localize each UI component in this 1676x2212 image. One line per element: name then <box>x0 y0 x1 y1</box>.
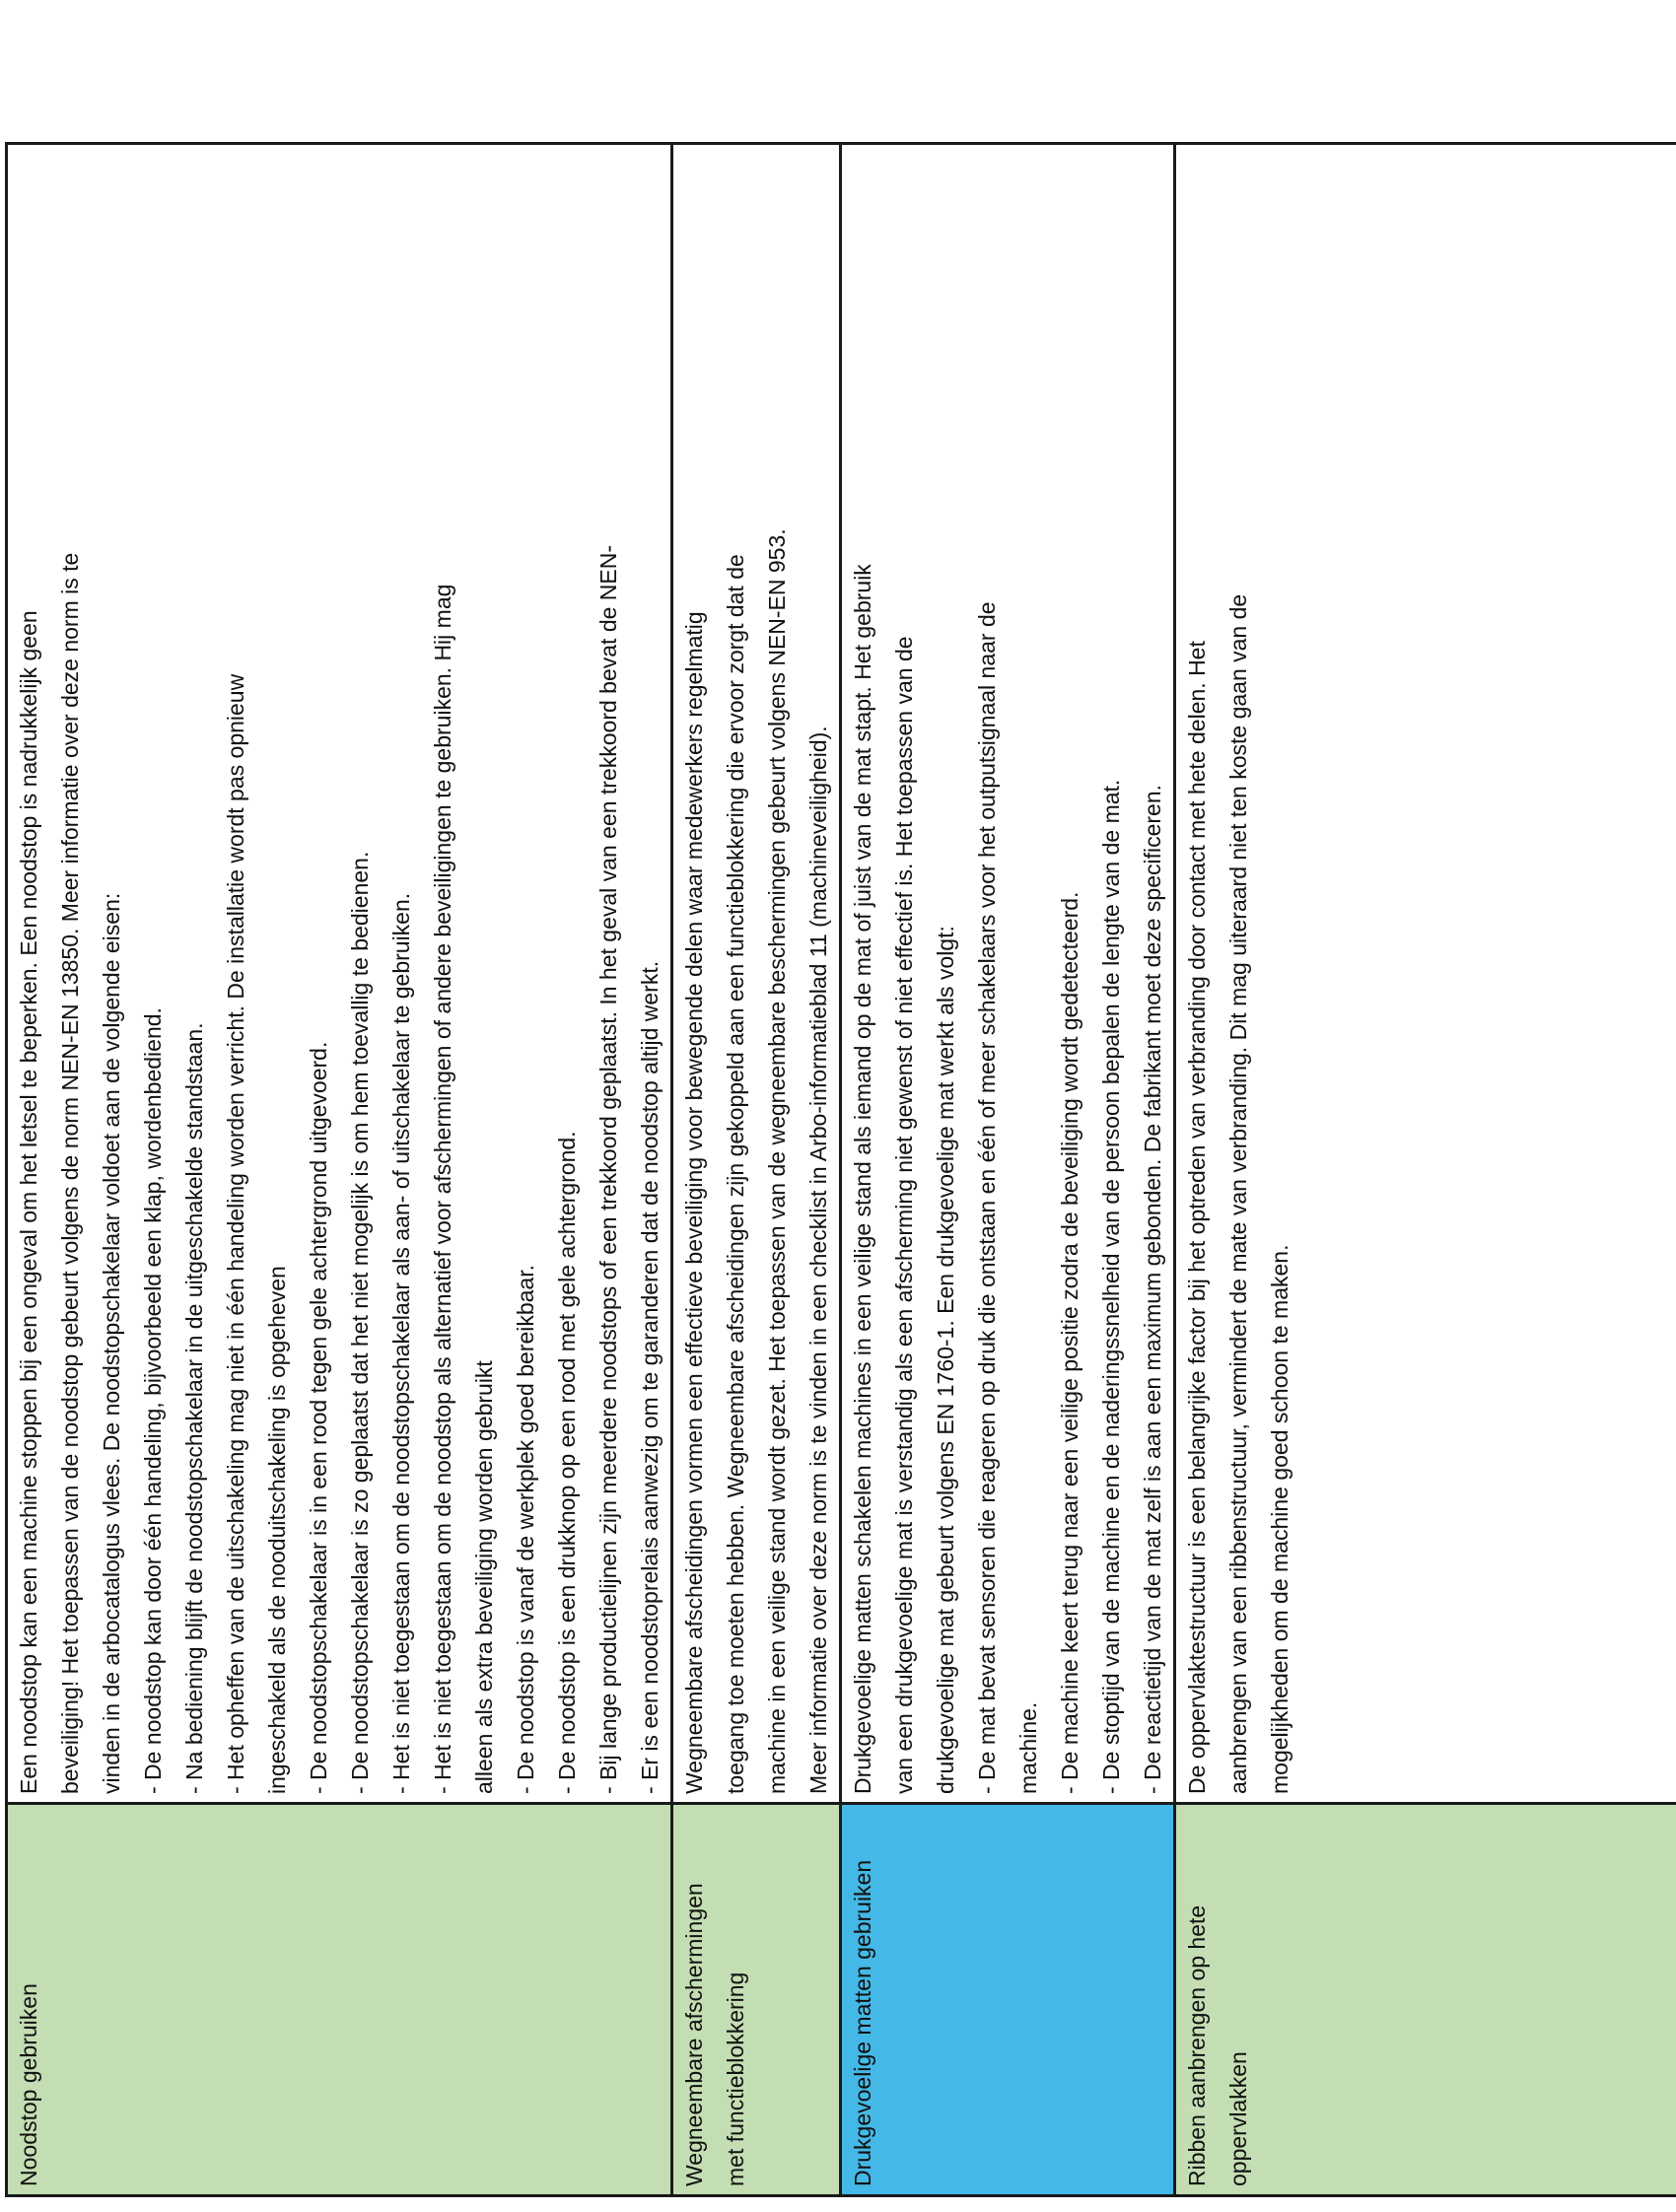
description-line: Drukgevoelige matten schakelen machines in een veilige stand als iemand op de mat of juist van de mat stapt. Het gebruik <box>850 564 875 1794</box>
measure-label-cell <box>841 1804 1175 2196</box>
measure-label-line: Drukgevoelige matten gebruiken <box>850 1859 875 2186</box>
description-line: - De stoptijd van de machine en de naderingssnelheid van de persoon bepalen de lengte van de mat. <box>1098 779 1124 1794</box>
description-line: aanbrengen van een ribbenstructuur, vermindert de mate van verbranding. Dit mag uiteraard niet ten koste gaan van de <box>1225 593 1251 1794</box>
measure-label-line: Noodstop gebruiken <box>16 1983 41 2186</box>
description-line: mogelijkheden om de machine goed schoon te maken. <box>1267 1244 1292 1794</box>
description-line: toegang toe moeten hebben. Wegneembare afscheidingen zijn gekoppeld aan een functieblokkering die ervoor zorgt dat de <box>723 554 748 1794</box>
description-line: - Het opheffen van de uitschakeling mag niet in één handeling worden verricht. De installatie wordt pas opnieuw <box>223 673 248 1794</box>
description-line: ingeschakeld als de nooduitschakeling is opgeheven <box>264 1266 290 1794</box>
measure-label-cell <box>7 1804 672 2196</box>
measure-label-line: met functieblokkering <box>723 1971 748 2186</box>
measure-label-cell <box>672 1804 841 2196</box>
measure-description-cell <box>1175 144 1676 1804</box>
description-line: De oppervlaktestructuur is een belangrijke factor bij het optreden van verbranding door contact met hete delen. Het <box>1184 641 1210 1794</box>
description-line: - De reactietijd van de mat zelf is aan een maximum gebonden. De fabrikant moet deze specificeren. <box>1140 784 1165 1794</box>
measure-description-cell <box>7 144 672 1804</box>
measure-label-line: Wegneembare afschermingen <box>681 1883 707 2186</box>
measures-table <box>5 142 1676 2197</box>
measure-label-cell <box>1175 1804 1676 2196</box>
description-line: vinden in de arbocatalogus vlees. De noodstopschakelaar voldoet aan de volgende eisen: <box>99 892 124 1794</box>
description-line: - Er is een noodstoprelais aanwezig om te garanderen dat de noodstop altijd werkt. <box>637 960 663 1794</box>
description-line: alleen als extra beveiliging worden gebruikt <box>471 1360 497 1794</box>
description-line: Wegneembare afscheidingen vormen een effectieve beveiliging voor bewegende delen waar medewerkers regelmatig <box>681 611 707 1794</box>
table-row <box>7 144 672 2196</box>
table-row <box>841 144 1175 2196</box>
description-line: - Na bediening blijft de noodstopschakelaar in de uitgeschakelde standstaan. <box>181 1022 207 1794</box>
measure-description-cell <box>841 144 1175 1804</box>
description-line: drukgevoelige mat gebeurt volgens EN 1760-1. Een drukgevoelige mat werkt als volgt: <box>933 926 958 1794</box>
description-line: machine in een veilige stand wordt gezet. Het toepassen van de wegneembare beschermingen gebeurt volgens NEN-EN 953. <box>764 528 790 1794</box>
description-line: - De noodstopschakelaar is zo geplaatst dat het niet mogelijk is om hem toevallig te bedienen. <box>347 851 373 1794</box>
description-line: - De mat bevat sensoren die reageren op druk die ontstaan en één of meer schakelaars voor het outputsignaal naar de <box>974 601 1000 1794</box>
measure-label-line: oppervlakken <box>1225 2051 1251 2186</box>
description-line: beveiliging! Het toepassen van de noodstop gebeurt volgens de norm NEN-EN 13850. Meer informatie over deze norm is te <box>57 552 83 1794</box>
description-line: - De noodstop kan door één handeling, bijvoorbeeld een klap, wordenbediend. <box>140 1007 166 1794</box>
table-row <box>1175 144 1676 2196</box>
description-line: machine. <box>1015 1701 1041 1794</box>
description-line: - Het is niet toegestaan om de noodstopschakelaar als aan- of uitschakelaar te gebruiken. <box>388 892 414 1794</box>
measure-label-line: Ribben aanbrengen op hete <box>1184 1904 1210 2186</box>
description-line: Meer informatie over deze norm is te vinden in een checklist in Arbo-informatieblad 11 (machineveiligheid). <box>805 726 831 1794</box>
description-line: - De noodstop is vanaf de werkplek goed bereikbaar. <box>513 1265 538 1794</box>
description-line: - Het is niet toegestaan om de noodstop als alternatief voor afschermingen of andere beveiligingen te gebruiken. Hij mag <box>430 584 455 1794</box>
description-line: Een noodstop kan een machine stoppen bij een ongeval om het letsel te beperken. Een noodstop is nadrukkelijk geen <box>16 610 41 1794</box>
description-line: van een drukgevoelige mat is verstandig als een afscherming niet gewenst of niet effectief is. Het toepassen van de <box>891 636 917 1794</box>
table-row <box>672 144 841 2196</box>
description-line: - De noodstop is een drukknop op een rood met gele achtergrond. <box>554 1131 580 1794</box>
measure-description-cell <box>672 144 841 1804</box>
description-line: - De noodstopschakelaar is in een rood tegen gele achtergrond uitgevoerd. <box>306 1041 331 1794</box>
description-line: - Bij lange productielijnen zijn meerdere noodstops of een trekkoord geplaatst. In het geval van een trekkoord bevat de NEN- <box>595 544 621 1794</box>
description-line: - De machine keert terug naar een veilige positie zodra de beveiliging wordt gedetecteerd. <box>1057 891 1082 1794</box>
